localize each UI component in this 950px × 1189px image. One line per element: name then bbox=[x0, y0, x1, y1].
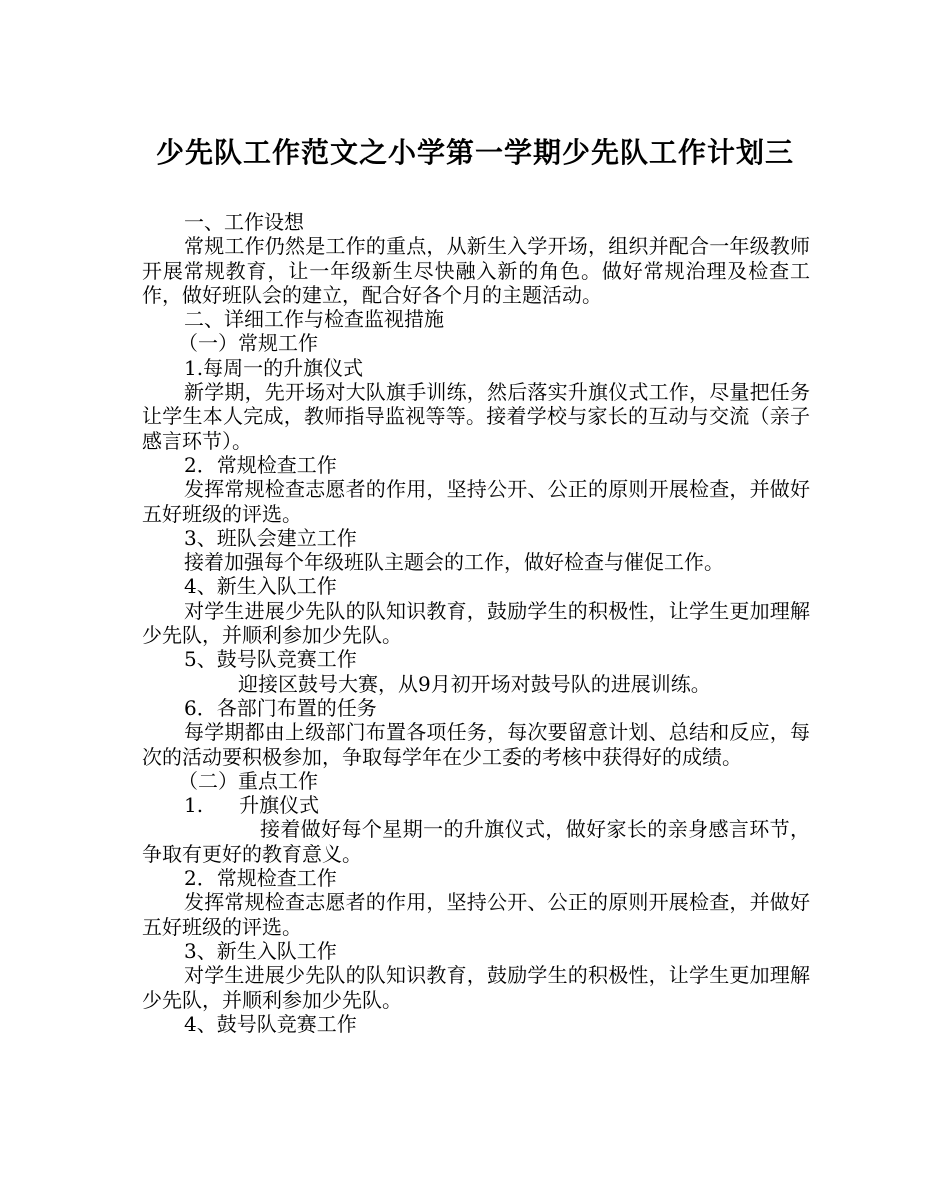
section-heading-1: 一、工作设想 bbox=[184, 210, 304, 234]
item-heading-flag-ceremony: 1.每周一的升旗仪式 bbox=[184, 355, 364, 380]
paragraph-flag-ceremony: 新学期，先开场对大队旗手训练，然后落实升旗仪式工作，尽量把任务让学生本人完成，教师指导监视等等。接着学校与家长的互动与交流（亲子感言环节）。 bbox=[142, 380, 810, 453]
paragraph-key-routine-check: 发挥常规检查志愿者的作用，坚持公开、公正的原则开展检查，并做好五好班级的评选。 bbox=[142, 890, 810, 939]
paragraph-routine-intro: 常规工作仍然是工作的重点，从新生入学开场，组织并配合一年级教师开展常规教育，让一年级新生尽快融入新的角色。做好常规治理及检查工作，做好班队会的建立，配合好各个月的主题活动。 bbox=[142, 234, 810, 307]
paragraph-key-new-members: 对学生进展少先队的队知识教育，鼓励学生的积极性，让学生更加理解少先队，并顺利参加少先队。 bbox=[142, 963, 810, 1012]
document-body bbox=[142, 210, 810, 1036]
item-heading-key-flag-ceremony bbox=[142, 793, 810, 817]
paragraph-key-flag-ceremony: 接着做好每个星期一的升旗仪式，做好家长的亲身感言环节，争取有更好的教育意义。 bbox=[142, 817, 810, 866]
item-number: 1. bbox=[184, 793, 204, 818]
item-heading-key-drum-band: 4、鼓号队竞赛工作 bbox=[184, 1011, 357, 1036]
item-heading-new-members: 4、新生入队工作 bbox=[184, 574, 337, 599]
item-title: 升旗仪式 bbox=[239, 793, 320, 818]
item-heading-key-routine-check: 2．常规检查工作 bbox=[184, 866, 337, 891]
item-heading-department-tasks: 6．各部门布置的任务 bbox=[184, 695, 377, 720]
item-heading-routine-check: 2．常规检查工作 bbox=[184, 452, 337, 477]
item-heading-class-meeting: 3、班队会建立工作 bbox=[184, 525, 357, 550]
paragraph-class-meeting: 接着加强每个年级班队主题会的工作，做好检查与催促工作。 bbox=[184, 550, 724, 575]
paragraph-new-members: 对学生进展少先队的队知识教育，鼓励学生的积极性，让学生更加理解少先队，并顺利参加少先队。 bbox=[142, 598, 810, 648]
item-heading-drum-band: 5、鼓号队竞赛工作 bbox=[184, 647, 357, 672]
subsection-heading-routine: （一）常规工作 bbox=[178, 331, 318, 356]
item-heading-key-new-members: 3、新生入队工作 bbox=[184, 938, 337, 963]
document-title: 少先队工作范文之小学第一学期少先队工作计划三 bbox=[155, 136, 794, 169]
paragraph-routine-check: 发挥常规检查志愿者的作用，坚持公开、公正的原则开展检查，并做好五好班级的评选。 bbox=[142, 477, 810, 526]
paragraph-department-tasks: 每学期都由上级部门布置各项任务，每次要留意计划、总结和反应，每次的活动要积极参加，争取每学年在少工委的考核中获得好的成绩。 bbox=[142, 720, 810, 769]
paragraph-drum-band: 迎接区鼓号大赛，从9月初开场对鼓号队的进展训练。 bbox=[238, 671, 711, 696]
section-heading-2: 二、详细工作与检查监视措施 bbox=[184, 307, 444, 332]
subsection-heading-key-work: （二）重点工作 bbox=[178, 768, 318, 793]
